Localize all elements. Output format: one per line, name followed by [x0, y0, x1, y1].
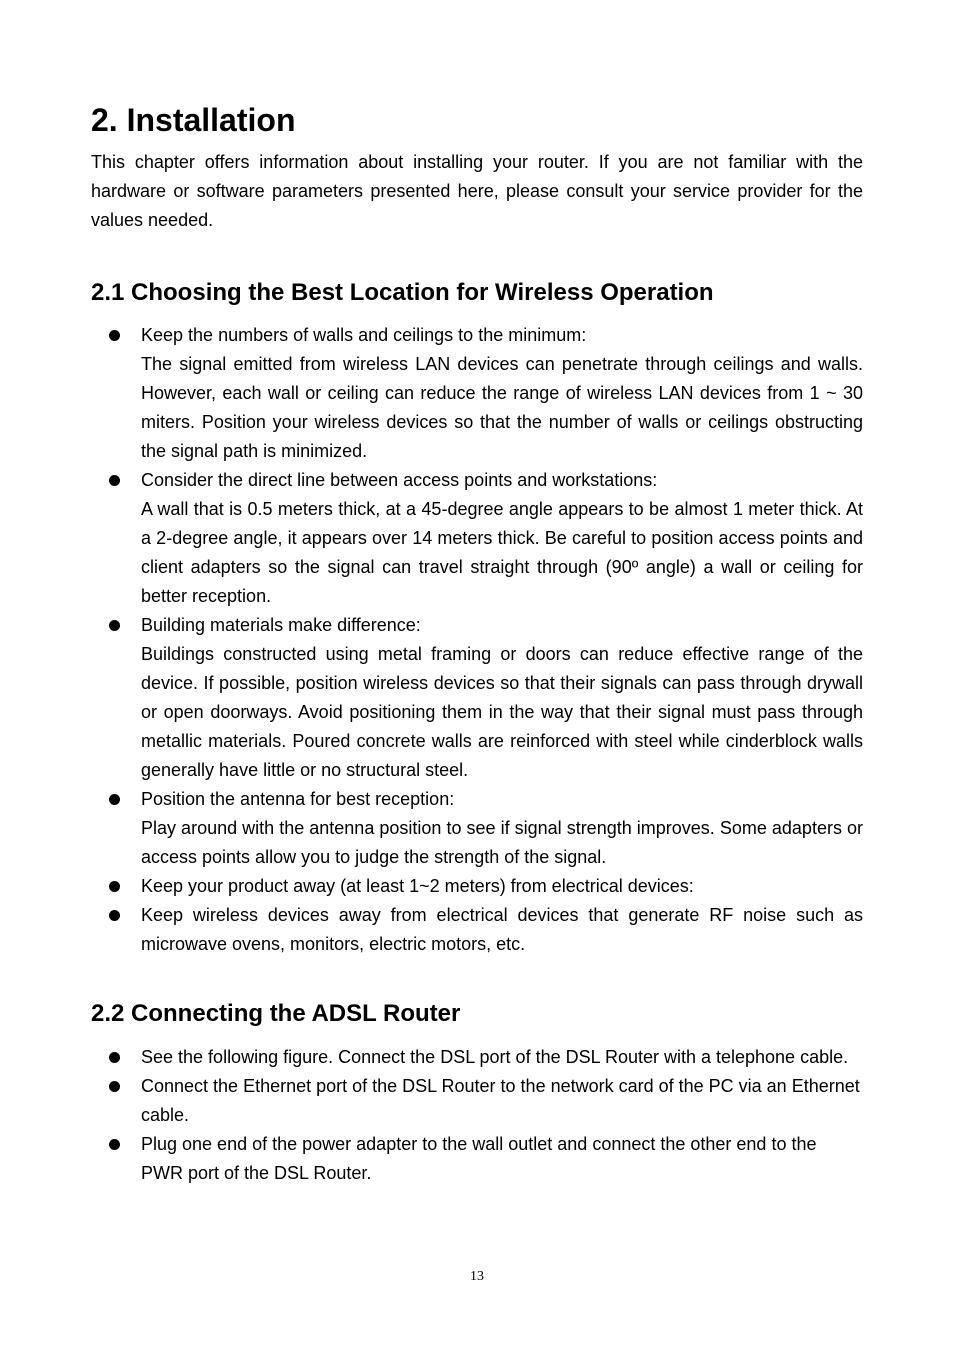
chapter-title: 2. Installation	[91, 102, 296, 138]
list-item-title: Plug one end of the power adapter to the wall outlet and connect the other end to the PWR port of the DSL Router.	[141, 1134, 817, 1183]
list-item-title: Keep wireless devices away from electrical devices that generate RF noise such as microwave ovens, monitors, electric motors, etc.	[141, 905, 863, 954]
bullet-icon	[109, 1052, 120, 1063]
bullet-icon	[109, 330, 120, 341]
page-number: 13	[470, 1269, 484, 1284]
list-item-body: Play around with the antenna position to see if signal strength improves. Some adapters or access points allow you to judge the strength of the signal.	[141, 818, 863, 867]
bullet-icon	[109, 1081, 120, 1092]
bullet-icon	[109, 620, 120, 631]
list-item	[91, 901, 863, 959]
section-heading-location: 2.1 Choosing the Best Location for Wireless Operation	[91, 279, 714, 306]
list-item	[91, 872, 863, 901]
section-heading-connecting: 2.2 Connecting the ADSL Router	[91, 1000, 461, 1027]
list-item-title: Keep the numbers of walls and ceilings to the minimum:	[141, 325, 587, 345]
chapter-intro: This chapter offers information about installing your router. If you are not familiar with the hardware or software parameters presented here, please consult your service provider for the values needed.	[91, 152, 863, 230]
bullet-icon	[109, 910, 120, 921]
list-item	[91, 1043, 863, 1072]
list-item	[91, 611, 863, 785]
list-item	[91, 1072, 863, 1130]
list-item	[91, 785, 863, 872]
list-item	[91, 466, 863, 611]
bullet-icon	[109, 881, 120, 892]
bullet-icon	[109, 475, 120, 486]
bullet-icon	[109, 794, 120, 805]
list-item-title: See the following figure. Connect the DSL port of the DSL Router with a telephone cable.	[141, 1047, 849, 1067]
list-item	[91, 1130, 863, 1188]
list-item	[91, 321, 863, 466]
list-item-title: Position the antenna for best reception:	[141, 789, 455, 809]
location-tips-list	[91, 321, 863, 959]
bullet-icon	[109, 1139, 120, 1150]
list-item-body: The signal emitted from wireless LAN devices can penetrate through ceilings and walls. However, each wall or ceiling can reduce the range of wireless LAN devices from 1 ~ 30 miters. Position your wireless devices so that the number of walls or ceilings obstructing the signal path is minimized.	[141, 354, 863, 461]
connection-steps-list	[91, 1043, 863, 1188]
list-item-title: Connect the Ethernet port of the DSL Router to the network card of the PC via an Ethernet cable.	[141, 1076, 860, 1125]
list-item-title: Consider the direct line between access points and workstations:	[141, 470, 658, 490]
list-item-title: Keep your product away (at least 1~2 meters) from electrical devices:	[141, 876, 694, 896]
list-item-title: Building materials make difference:	[141, 615, 421, 635]
list-item-body: A wall that is 0.5 meters thick, at a 45-degree angle appears to be almost 1 meter thick. At a 2-degree angle, it appears over 14 meters thick. Be careful to position access points and client adapters so the signal can travel straight through (90º angle) a wall or ceiling for better reception.	[141, 499, 863, 606]
list-item-body: Buildings constructed using metal framing or doors can reduce effective range of the device. If possible, position wireless devices so that their signals can pass through drywall or open doorways. Avoid positioning them in the way that their signal must pass through metallic materials. Poured concrete walls are reinforced with steel while cinderblock walls generally have little or no structural steel.	[141, 644, 863, 780]
